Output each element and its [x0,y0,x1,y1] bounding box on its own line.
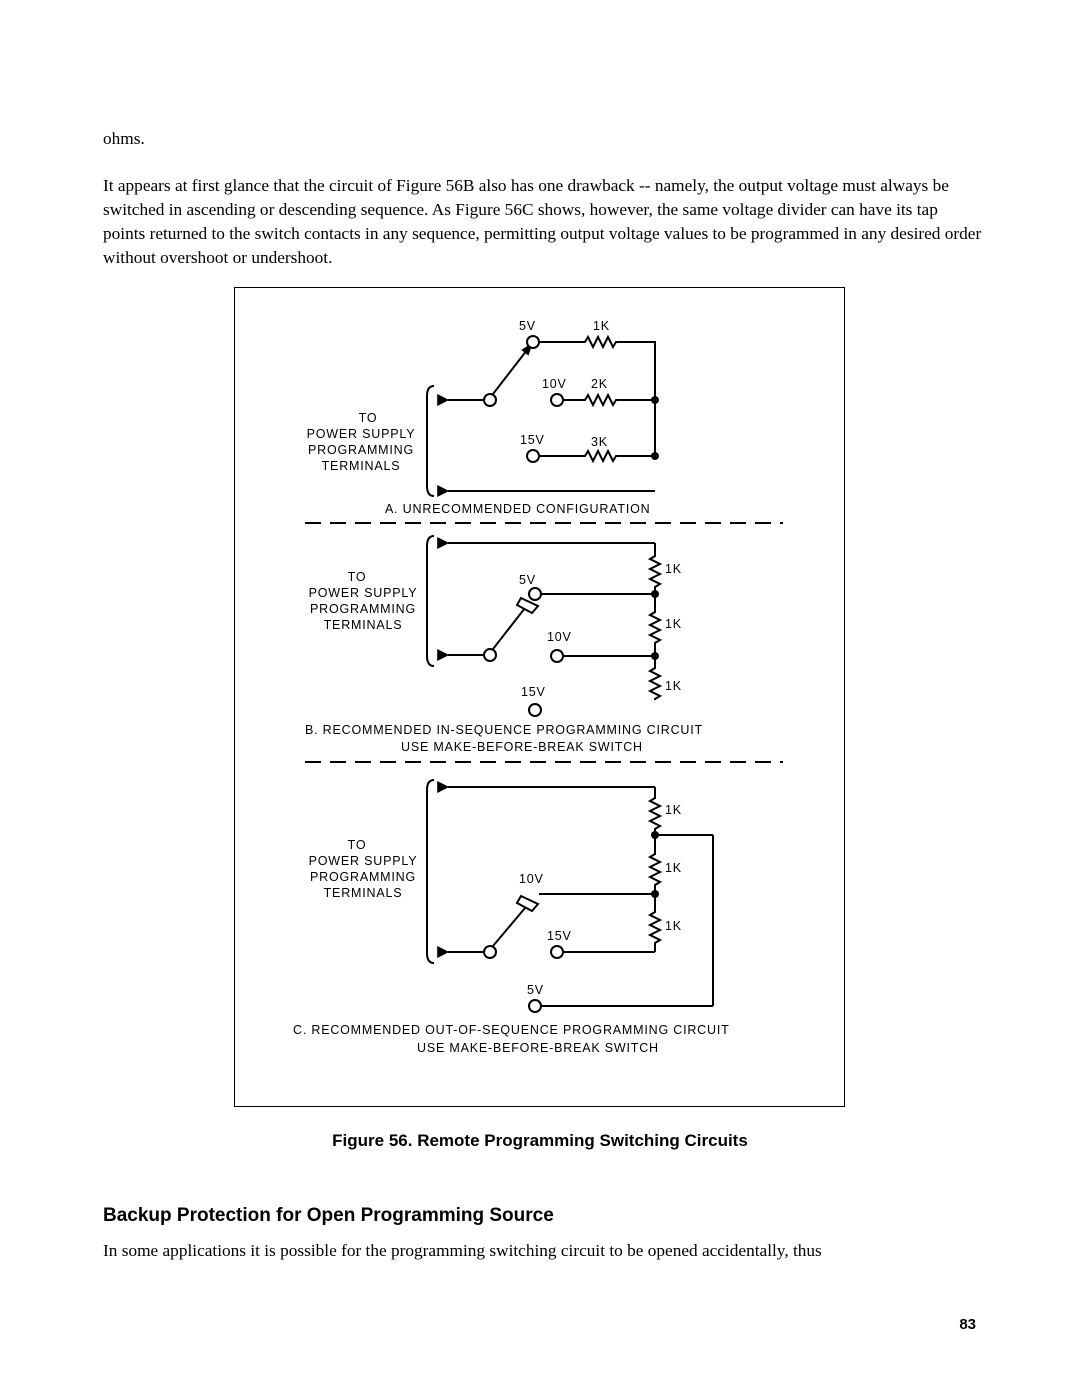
terminal-label-c [309,838,418,900]
terminal-bracket-a [427,386,434,496]
label-to: TO [358,411,378,425]
label-c-r3: 1K [665,919,682,933]
label-to: TO [347,570,367,584]
page-number: 83 [959,1316,976,1333]
section-a-title: A. UNRECOMMENDED CONFIGURATION [385,502,651,516]
contact-c-15v [551,946,563,958]
terminal-label-b [309,570,418,632]
label-power-supply: POWER SUPPLY [308,854,418,868]
contact-c-5v [529,1000,541,1012]
label-a-15v: 15V [520,433,545,447]
label-b-r1: 1K [665,562,682,576]
resistor-c-2 [650,835,660,894]
label-to: TO [347,838,367,852]
contact-a-15v [527,450,539,462]
contact-a-5v [527,336,539,348]
paragraph-backup: In some applications it is possible for the programming switching circuit to be opened accidentally, thus [103,1241,822,1260]
label-programming: PROGRAMMING [309,870,417,884]
label-c-r1: 1K [665,803,682,817]
label-c-10v: 10V [519,872,544,886]
resistor-c-1 [650,787,660,835]
switch-pivot-a [484,394,496,406]
switch-pivot-b [484,649,496,661]
label-programming: PROGRAMMING [307,443,415,457]
switch-pivot-c [484,946,496,958]
contact-a-10v [551,394,563,406]
label-b-r2: 1K [665,617,682,631]
figure-caption: Figure 56. Remote Programming Switching Circuits [332,1131,748,1150]
resistor-a-2k [563,395,655,405]
label-terminals: TERMINALS [323,886,403,900]
terminal-bracket-b [427,536,434,666]
resistor-b-2 [650,594,660,656]
contact-b-15v [529,704,541,716]
contact-b-10v [551,650,563,662]
resistor-a-3k [539,451,655,461]
resistor-b-1 [650,543,660,594]
resistor-b-3 [650,656,660,700]
switch-tip-c [517,896,538,911]
terminal-label-a [307,411,416,473]
label-a-10v: 10V [542,377,567,391]
paragraph-body: It appears at first glance that the circuit of Figure 56B also has one drawback -- namely, the output voltage must always be switched in ascending or descending sequence. As Figure 56C shows, however, the same voltage divider can have its tap points returned to the switch contacts in any sequence, permitting output voltage values to be programmed in any desired order without overshoot or undershoot. [103,176,982,267]
contact-b-5v [529,588,541,600]
label-power-supply: POWER SUPPLY [308,586,418,600]
label-b-10v: 10V [547,630,572,644]
label-b-5v: 5V [519,573,536,587]
resistor-c-3 [650,894,660,952]
label-b-15v: 15V [521,685,546,699]
label-c-5v: 5V [527,983,544,997]
label-a-1k: 1K [593,319,610,333]
switch-arm-c [493,908,525,946]
section-b-title: B. RECOMMENDED IN-SEQUENCE PROGRAMMING CIRCUIT [305,723,703,737]
label-a-2k: 2K [591,377,608,391]
section-c-title: C. RECOMMENDED OUT-OF-SEQUENCE PROGRAMMING CIRCUIT [293,1023,730,1037]
section-heading: Backup Protection for Open Programming Source [103,1205,554,1226]
circuit-diagram [235,288,846,1108]
paragraph-ohms: ohms. [103,129,145,148]
figure-56 [234,287,845,1107]
label-terminals: TERMINALS [321,459,401,473]
terminal-bracket-c [427,780,434,963]
label-a-5v: 5V [519,319,536,333]
section-b-subtitle: USE MAKE-BEFORE-BREAK SWITCH [401,740,643,754]
label-b-r3: 1K [665,679,682,693]
label-programming: PROGRAMMING [309,602,417,616]
switch-arm-a [493,350,527,394]
label-a-3k: 3K [591,435,608,449]
label-c-15v: 15V [547,929,572,943]
label-terminals: TERMINALS [323,618,403,632]
section-c-subtitle: USE MAKE-BEFORE-BREAK SWITCH [417,1041,659,1055]
label-c-r2: 1K [665,861,682,875]
switch-arm-b [493,608,525,649]
label-power-supply: POWER SUPPLY [306,427,416,441]
